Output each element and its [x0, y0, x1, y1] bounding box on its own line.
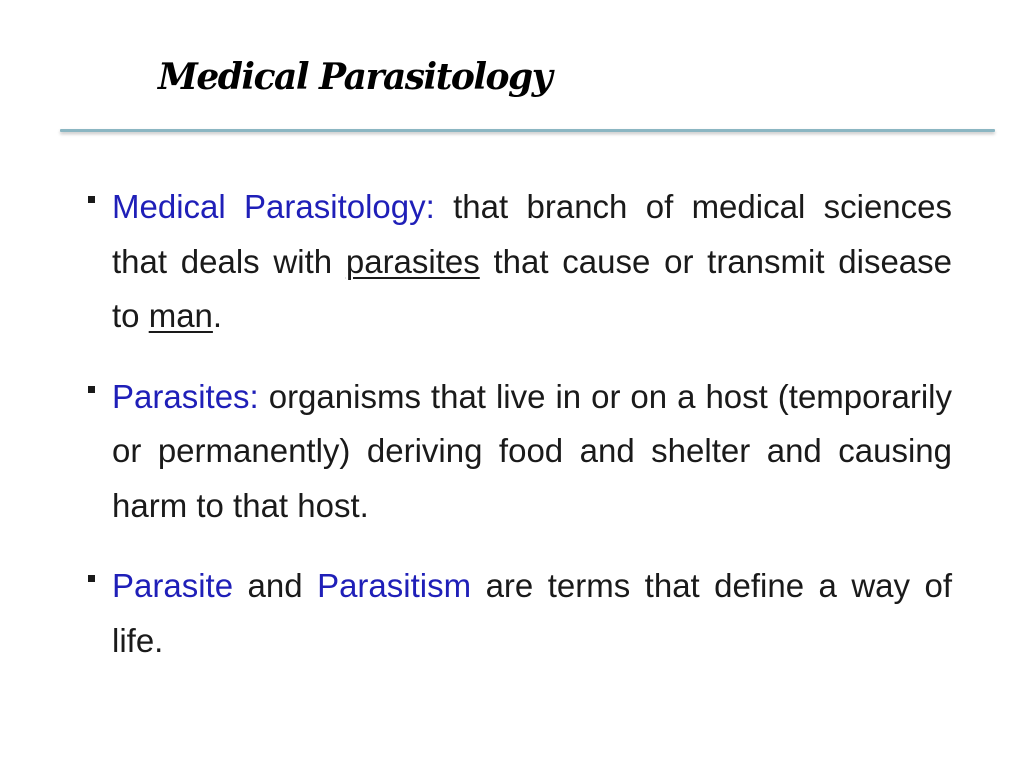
connector-text: and: [247, 567, 303, 604]
definition-text: organisms that live in or on a host (temporarily or permanently) deriving food and shelter and causing harm to that host.: [112, 377, 952, 524]
term-medical-parasitology: Medical Parasitology:: [112, 188, 435, 225]
underlined-term-man: man: [148, 297, 213, 334]
term-parasitism: Parasitism: [317, 567, 472, 604]
definition-text: that cause or transmit disease to: [112, 242, 953, 334]
term-parasite: Parasite: [112, 567, 234, 604]
slide-title: Medical Parasitology: [158, 56, 552, 98]
underlined-term-parasites: parasites: [345, 242, 480, 280]
bullet-item-parasites: [88, 370, 952, 534]
bullet-marker-icon: [88, 386, 95, 393]
sentence-period: .: [212, 297, 223, 334]
bullet-marker-icon: [88, 196, 95, 203]
definition-text: are terms that define a way of life.: [112, 567, 953, 659]
bullet-item-medical-parasitology: [88, 180, 952, 344]
term-parasites: Parasites:: [112, 377, 259, 415]
bullet-marker-icon: [88, 575, 95, 582]
title-divider: [60, 129, 995, 132]
bullet-list: [88, 180, 952, 694]
bullet-item-parasite-and-parasitism: [88, 559, 952, 668]
definition-text: that branch of medical sciences that deals with: [112, 188, 952, 280]
